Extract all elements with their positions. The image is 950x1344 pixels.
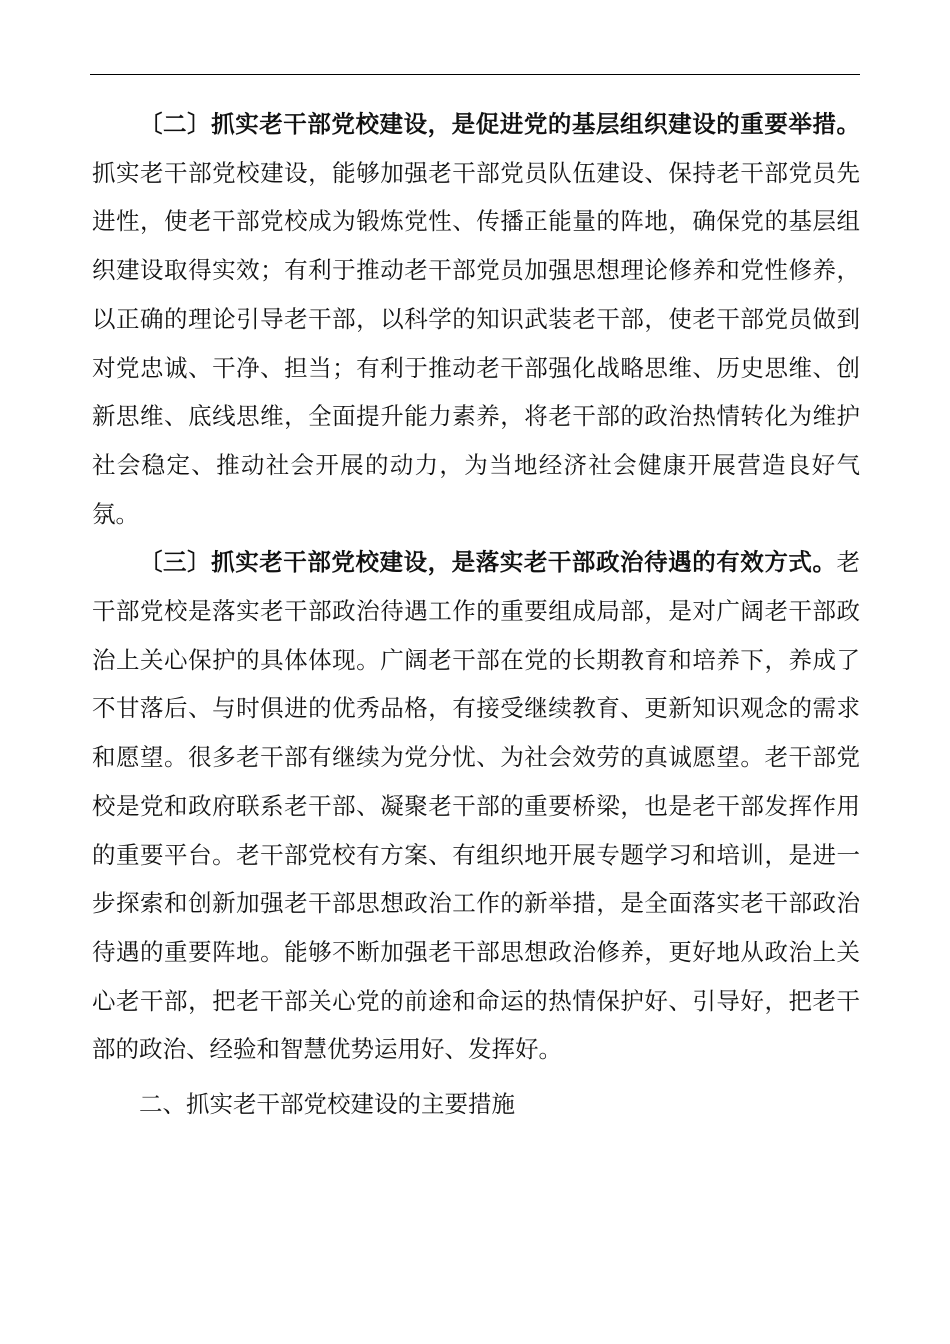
header-rule [90, 74, 860, 75]
document-body [92, 100, 860, 1129]
section-heading: 二、抓实老干部党校建设的主要措施 [139, 1090, 515, 1119]
paragraph-2-body: 抓实老干部党校建设，能够加强老干部党员队伍建设、保持老干部党员先进性，使老干部党校成为锻炼党性、传播正能量的阵地，确保党的基层组织建设取得实效；有利于推动老干部党员加强思想理论修养和党性修养，以正确的理论引导老干部，以科学的知识武装老干部，使老干部党员做到对党忠诚、干净、担当；有利于推动老干部强化战略思维、历史思维、创新思维、底线思维，全面提升能力素养，将老干部的政治热情转化为维护社会稳定、推动社会开展的动力，为当地经济社会健康开展营造良好气氛。 [92, 158, 860, 528]
paragraph-3-body: 老干部党校是落实老干部政治待遇工作的重要组成局部，是对广阔老干部政治上关心保护的具体体现。广阔老干部在党的长期教育和培养下，养成了不甘落后、与时俱进的优秀品格，有接受继续教育、更新知识观念的需求和愿望。很多老干部有继续为党分忧、为社会效劳的真诚愿望。老干部党校是党和政府联系老干部、凝聚老干部的重要桥梁，也是老干部发挥作用的重要平台。老干部党校有方案、有组织地开展专题学习和培训，是进一步探索和创新加强老干部思想政治工作的新举措，是全面落实老干部政治待遇的重要阵地。能够不断加强老干部思想政治修养，更好地从政治上关心老干部，把老干部关心党的前途和命运的热情保护好、引导好，把老干部的政治、经验和智慧优势运用好、发挥好。 [92, 548, 860, 1064]
paragraph-3 [92, 538, 860, 1074]
paragraph-2-lead: 〔二〕抓实老干部党校建设，是促进党的基层组织建设的重要举措。 [139, 110, 860, 138]
paragraph-3-lead: 〔三〕抓实老干部党校建设，是落实老干部政治待遇的有效方式。 [139, 548, 837, 577]
paragraph-2 [92, 100, 860, 538]
